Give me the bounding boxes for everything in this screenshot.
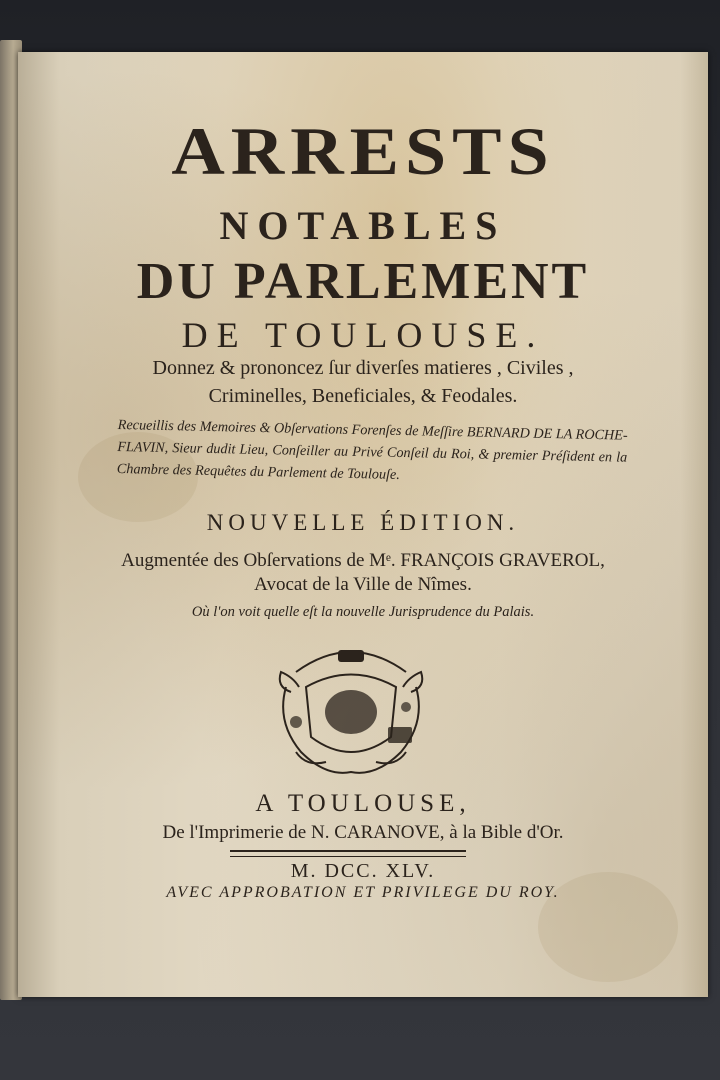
title-de-toulouse: DE TOULOUSE.: [181, 315, 545, 355]
jurisprudence-note: Où l'on voit quelle eſt la nouvelle Jurisprudence du Palais.: [191, 604, 535, 620]
title-page: [18, 52, 708, 997]
imprint-printer: De l'Imprimerie de N. CARANOVE, à la Bible d'Or.: [162, 822, 564, 843]
edition-heading: NOUVELLE ÉDITION.: [206, 510, 520, 535]
double-rule-divider: [230, 850, 466, 857]
privilege-line: AVEC APPROBATION ET PRIVILEGE DU ROY.: [166, 884, 560, 901]
compiler-paragraph: Recueillis des Memoires & Obſervations Forenſes de Meſſire BERNARD DE LA ROCHE-FLAVIN, Sieur dudit Lieu, Conſeiller au Privé Conſeil du Roi, & premier Préſident en la Chambre des Requêtes du Parlement de Toulouſe.: [116, 416, 628, 483]
title-arrests: ARRESTS: [171, 114, 555, 190]
augmented-line-1: Augmentée des Obſervations de Mᵉ. FRANÇOIS GRAVEROL,: [121, 550, 605, 571]
augmented-line-2: Avocat de la Ville de Nîmes.: [254, 574, 472, 595]
printers-device-ornament-icon: [266, 632, 436, 782]
title-notables: NOTABLES: [219, 203, 507, 248]
subtitle-line-2: Criminelles, Beneficiales, & Feodales.: [208, 385, 518, 407]
title-du-parlement: DU PARLEMENT: [136, 253, 590, 310]
subtitle-line-1: Donnez & prononcez ſur diverſes matieres , Civiles ,: [152, 357, 574, 379]
imprint-place: A TOULOUSE,: [255, 790, 471, 817]
imprint-year: M. DCC. XLV.: [290, 860, 436, 882]
